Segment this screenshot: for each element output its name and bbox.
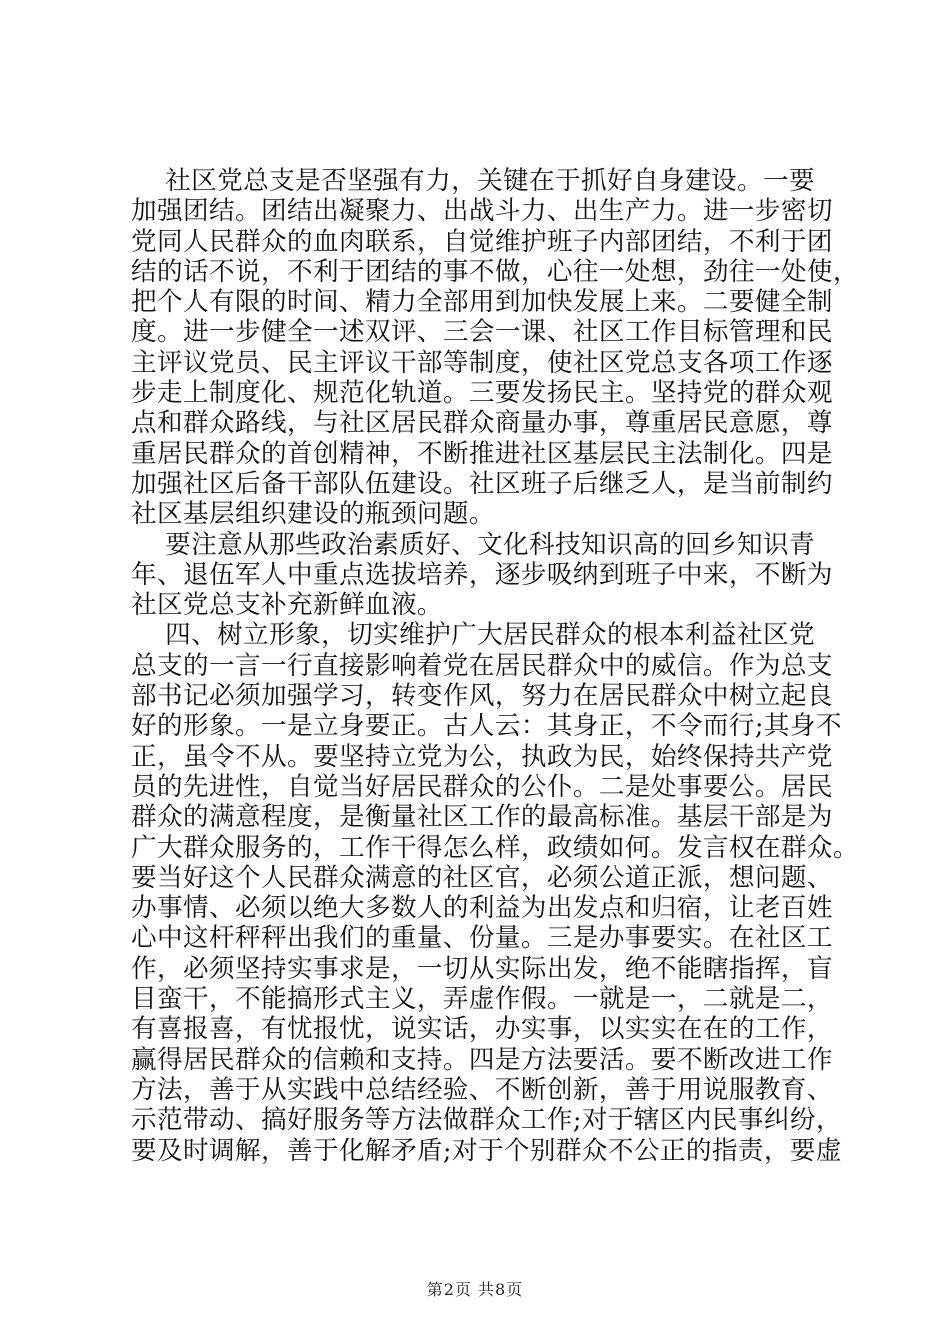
text-line: 要及时调解，善于化解矛盾;对于个别群众不公正的指责，要虚 [131, 1135, 842, 1166]
text-line: 办事情、必须以绝大多数人的利益为出发点和归宿，让老百姓 [131, 893, 833, 924]
text-line: 好的形象。一是立身要正。古人云：其身正，不令而行;其身不 [131, 711, 842, 742]
text-line: 点和群众路线，与社区居民群众商量办事，尊重居民意愿，尊 [131, 408, 833, 439]
text-line: 员的先进性，自觉当好居民群众的公仆。二是处事要公。居民 [131, 771, 833, 802]
text-line: 四、树立形象，切实维护广大居民群众的根本利益社区党 [131, 620, 815, 651]
text-line: 赢得居民群众的信赖和支持。四是方法要活。要不断改进工作 [131, 1044, 833, 1075]
text-line: 步走上制度化、规范化轨道。三要发扬民主。坚持党的群众观 [131, 378, 833, 409]
text-line: 社区基层组织建设的瓶颈问题。 [131, 499, 495, 530]
text-line: 有喜报喜，有忧报忧，说实话，办实事，以实实在在的工作， [131, 1014, 833, 1045]
text-line: 度。进一步健全一述双评、三会一课、社区工作目标管理和民 [131, 317, 833, 348]
text-line: 重居民群众的首创精神，不断推进社区基层民主法制化。四是 [131, 438, 833, 469]
text-line: 社区党总支是否坚强有力，关键在于抓好自身建设。一要 [131, 166, 815, 196]
text-line: 广大群众服务的，工作干得怎么样，政绩如何。发言权在群众。 [131, 832, 859, 863]
text-line: 目蛮干，不能搞形式主义，弄虚作假。一就是一，二就是二， [131, 984, 833, 1015]
text-line: 示范带动、搞好服务等方法做群众工作;对于辖区内民事纠纷， [131, 1105, 842, 1136]
page-number-footer: 第2页 共8页 [426, 1280, 524, 1299]
text-line: 要注意从那些政治素质好、文化科技知识高的回乡知识青 [131, 529, 815, 560]
text-line: 要当好这个人民群众满意的社区官，必须公道正派，想问题、 [131, 862, 833, 893]
text-line: 心中这杆秤秤出我们的重量、份量。三是办事要实。在社区工 [131, 923, 833, 954]
text-line: 主评议党员、民主评议干部等制度，使社区党总支各项工作逐 [131, 347, 833, 378]
text-line: 总支的一言一行直接影响着党在居民群众中的威信。作为总支 [131, 650, 833, 681]
text-line: 方法，善于从实践中总结经验、不断创新，善于用说服教育、 [131, 1074, 833, 1105]
text-line: 加强社区后备干部队伍建设。社区班子后继乏人，是当前制约 [131, 468, 833, 499]
text-line: 社区党总支补充新鲜血液。 [131, 590, 443, 621]
text-line: 正，虽令不从。要坚持立党为公，执政为民，始终保持共产党 [131, 741, 833, 772]
text-line: 群众的满意程度，是衡量社区工作的最高标准。基层干部是为 [131, 802, 833, 833]
text-line: 加强团结。团结出凝聚力、出战斗力、出生产力。进一步密切 [131, 196, 833, 227]
text-line: 把个人有限的时间、精力全部用到加快发展上来。二要健全制 [131, 287, 833, 318]
text-line: 结的话不说，不利于团结的事不做，心往一处想，劲往一处使， [131, 256, 859, 287]
text-line: 部书记必须加强学习，转变作风，努力在居民群众中树立起良 [131, 681, 833, 712]
text-line: 党同人民群众的血肉联系，自觉维护班子内部团结，不利于团 [131, 226, 833, 257]
body-text [131, 166, 859, 1166]
text-line: 年、退伍军人中重点选拔培养，逐步吸纳到班子中来，不断为 [131, 559, 833, 590]
text-line: 作，必须坚持实事求是，一切从实际出发，绝不能瞎指挥，盲 [131, 953, 833, 984]
